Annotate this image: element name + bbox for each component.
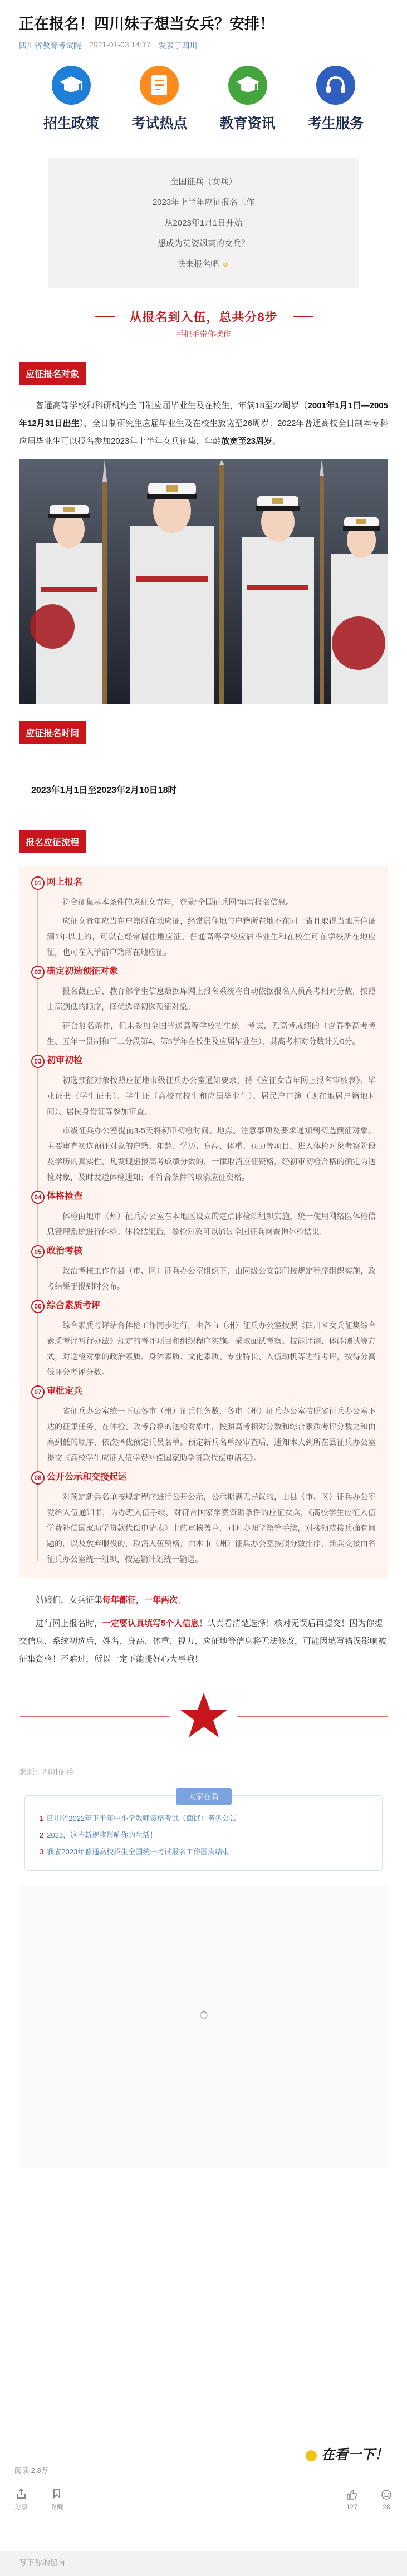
step-body: 政治考核工作在县（市、区）征兵办公室组织下，由同级公安部门按规定程序组织实施，政考结果于报到时公布。 bbox=[47, 1266, 376, 1291]
look-prompt[interactable] bbox=[306, 2443, 388, 2463]
closing-text: 姑娘们，女兵征集 bbox=[36, 1595, 103, 1605]
notice-line: 全国征兵（女兵） bbox=[170, 177, 237, 187]
timeline-step bbox=[31, 1052, 376, 1185]
notice-box bbox=[48, 158, 359, 288]
related-link-text: 我省2023年普通高校招生全国统一考试报名工作圆满结束 bbox=[47, 1848, 230, 1856]
article-source[interactable]: 四川省教育考试院 bbox=[19, 41, 81, 50]
timeline-step bbox=[31, 1243, 376, 1294]
exam-sheet-icon bbox=[140, 66, 179, 105]
related-reading-tag: 大家在看 bbox=[176, 1788, 232, 1805]
red-star-icon bbox=[179, 1691, 229, 1741]
article-title: 正在报名！四川妹子想当女兵？安排！ bbox=[19, 16, 274, 32]
related-link[interactable] bbox=[40, 1827, 367, 1844]
step-number: 07 bbox=[31, 1385, 45, 1399]
target-text: 。 bbox=[272, 437, 281, 446]
star-divider bbox=[20, 1685, 388, 1752]
step-number: 04 bbox=[31, 1191, 45, 1204]
like-icon bbox=[346, 2489, 358, 2501]
source-note: 来源：四川征兵 bbox=[19, 1767, 73, 1776]
share-label: 分享 bbox=[14, 2503, 28, 2511]
related-link-text: 2023，这些新规将影响你的生活！ bbox=[47, 1831, 158, 1839]
closing-paragraph-1 bbox=[0, 1591, 407, 1609]
article-header bbox=[0, 0, 407, 51]
comment-bar bbox=[0, 2551, 407, 2576]
notice-line: 从2023年1月1日开始 bbox=[164, 218, 243, 228]
related-reading-box bbox=[24, 1792, 383, 1871]
comment-input[interactable]: 写下你的留言 bbox=[19, 2558, 66, 2567]
nav-item-exam-hotspot[interactable] bbox=[120, 66, 198, 133]
timeline-step bbox=[31, 1188, 376, 1240]
related-link-num: 1 bbox=[40, 1814, 44, 1823]
article-meta bbox=[19, 40, 388, 51]
step-title: 政治考核 bbox=[47, 1246, 83, 1256]
notice-line-text: 快来报名吧 bbox=[177, 259, 219, 269]
closing-text: 进行网上报名时， bbox=[36, 1619, 103, 1628]
section-tag: 报名应征流程 bbox=[19, 830, 86, 853]
step-number: 02 bbox=[31, 966, 45, 979]
step-body: 体检由地市（州）征兵办公室在本地区设立的定点体检站组织实施，统一使用网络医体检信息管理系统进行体检。体检结果后，参检对象可以通过全国征兵网查询体检结果。 bbox=[47, 1212, 376, 1236]
wink-emoji-icon: ☺ bbox=[221, 259, 230, 269]
ribbon-main-text: 从报名到入伍，总共分8步 bbox=[129, 310, 278, 324]
action-right-group bbox=[346, 2489, 393, 2511]
step-title: 初审初检 bbox=[47, 1056, 83, 1065]
ribbon-sub-text: 手把手带你操作 bbox=[176, 330, 231, 339]
action-bar bbox=[0, 2475, 407, 2511]
timeline-step bbox=[31, 874, 376, 960]
graduation-cap-icon bbox=[52, 66, 91, 105]
step-body: 初选预征对象按照应征地市级征兵办公室通知要求，持《应征女青年网上报名审核表》、毕业证书（学生证书）、学生证（高校在校生和应届毕业生）、居民户口簿（现在地居户籍地时间）、居民身份证等参加审查。 bbox=[47, 1076, 376, 1116]
step-body: 对预定新兵名单按规定程序进行公开公示，公示期满无异议的，由县（市、区）征兵办公室发给入伍通知书，为办理入伍手续，对符合国家学费资助条件的应征女兵，《高校学生应征入伍学费补偿国家助学贷款代偿申请表》上的审核盖章，同时办理学籍等手续，对接领或接兵确有问题的，以及放弃服役的，取消入伍资格，由本市（州）征兵办公室按照分数排序，新兵交接由省征兵办公室统一组织，按运输计划统一输送。 bbox=[47, 1492, 376, 1564]
loading-panel bbox=[19, 1886, 388, 2168]
step-title: 网上报名 bbox=[47, 878, 83, 887]
step-title: 综合素质考评 bbox=[47, 1301, 101, 1310]
related-link[interactable] bbox=[40, 1810, 367, 1827]
ribbon-line-left bbox=[95, 316, 115, 317]
wow-count: 28 bbox=[383, 2502, 390, 2511]
process-timeline bbox=[19, 866, 388, 1578]
step-title: 体格检查 bbox=[47, 1192, 83, 1201]
ribbon-line-right bbox=[293, 316, 313, 317]
related-link[interactable] bbox=[40, 1844, 367, 1860]
target-age-extension: 放宽至23周岁 bbox=[221, 437, 273, 446]
closing-text: ！认真看清楚选择！核对无误后再提交！因为你提交信息、系统初选后，姓名、身高、体重、视力、应征地等信息将无法修改，可能因填写错误影响被征集资格！不难过，所以一定下能提好心大事哦！ bbox=[19, 1619, 387, 1664]
graduation-cap-icon bbox=[228, 66, 267, 105]
step-body: 综合素质考评结合体检工作同步进行，由各市（州）征兵办公室按照《四川省女兵征集综合素质考评暂行办法》规定的考评项目和组织程序实施。采取面试考察、技能评测、体能测试等方式，对送检对象的政治素质、身体素质、文化素质、专业特长、入伍动机等进行考评，按得分高低评分考评分数。 bbox=[47, 1321, 376, 1377]
wow-button[interactable] bbox=[380, 2489, 393, 2511]
look-text: 在看一下！ bbox=[321, 2447, 388, 2462]
step-number: 01 bbox=[31, 876, 45, 890]
target-birth-range: 2001年1月1日—2005年12月31日出生 bbox=[19, 401, 388, 428]
nav-label: 考生服务 bbox=[307, 116, 364, 131]
article-footer bbox=[0, 2465, 407, 2511]
step-number: 03 bbox=[31, 1055, 45, 1068]
timeline-step bbox=[31, 963, 376, 1049]
section-head-target bbox=[19, 362, 407, 385]
closing-highlight: 一定要认真填写5个人信息 bbox=[102, 1619, 199, 1628]
nav-item-admission-policy[interactable] bbox=[32, 66, 110, 133]
thumb-icon bbox=[306, 2450, 317, 2461]
step-body: 符合报名条件，但未参加全国普通高等学校招生统一考试、无高考成绩的（含春季高考考生、五年一贯制和三二分段第4、第5学年在校生及应届毕业生），其高考相对分数计为0分。 bbox=[47, 1021, 376, 1046]
notice-line: 想成为英姿飒爽的女兵？ bbox=[157, 239, 249, 248]
section-tag: 应征报名对象 bbox=[19, 362, 86, 385]
wow-icon bbox=[380, 2489, 393, 2501]
like-count: 127 bbox=[346, 2502, 358, 2511]
share-icon bbox=[15, 2487, 27, 2500]
closing-text: 。 bbox=[178, 1595, 187, 1605]
steps-ribbon bbox=[98, 308, 310, 340]
section-tag: 应征报名时间 bbox=[19, 721, 86, 744]
article-location: 发表于四川 bbox=[158, 41, 198, 50]
collect-button[interactable] bbox=[50, 2487, 63, 2511]
feature-nav bbox=[0, 51, 407, 133]
loading-spinner-icon bbox=[200, 2011, 208, 2019]
collect-label: 收藏 bbox=[50, 2503, 64, 2511]
collect-icon bbox=[51, 2487, 63, 2500]
step-number: 08 bbox=[31, 1471, 45, 1485]
step-number: 06 bbox=[31, 1300, 45, 1313]
step-number: 05 bbox=[31, 1245, 45, 1258]
female-honor-guard-photo bbox=[19, 459, 388, 704]
headset-icon bbox=[316, 66, 355, 105]
section-head-time bbox=[19, 721, 407, 744]
target-text: ），全日制研究生应届毕业生及在校生放宽至26周岁；2022年普通高校全日制本专科应届毕业生可以报名参加2023年上半年女兵征集，年龄 bbox=[19, 419, 389, 446]
step-body: 应征女青年应当在户籍所在地应征，经常居住地与户籍所在地不在同一省且取得当地居住证满1年以上的，可以在经常居住地应征。普通高等学校应届毕业生和在校生可在学校所在地应征，也可在入学前户籍所在地应征。 bbox=[47, 917, 376, 957]
target-text: 普通高等学校和科研机构全日制应届毕业生及在校生，年满18至22周岁（ bbox=[36, 401, 308, 410]
like-button[interactable] bbox=[346, 2489, 358, 2511]
step-body: 省征兵办公室统一下达各市（州）征兵任务数，各市（州）征兵办公室按照省征兵办公室下达的征集任务，在体检、政考合格的送检对象中，按照高考相对分数和综合素质考评分数之和由高到低的顺序，依次择优预定兵员名单。预定新兵名单经审查后，通知本人到所在县征兵办公室提交《高校学生应征入伍学费补偿国家助学贷款代偿申请表》。 bbox=[47, 1407, 376, 1462]
action-left-group bbox=[14, 2487, 63, 2511]
nav-label: 考试热点 bbox=[131, 116, 188, 131]
nav-item-education-news[interactable] bbox=[209, 66, 287, 133]
related-link-num: 3 bbox=[40, 1848, 44, 1856]
related-link-text: 四川省2022年下半年中小学教师资格考试（面试）考务公告 bbox=[47, 1814, 237, 1823]
step-title: 公开公示和交接起运 bbox=[47, 1472, 128, 1482]
closing-paragraph-2 bbox=[0, 1615, 407, 1668]
read-count: 阅读 2.8万 bbox=[14, 2466, 48, 2475]
registration-date-range: 2023年1月1日至2023年2月10日18时 bbox=[31, 786, 177, 795]
closing-highlight: 每年都征，一年两次 bbox=[102, 1595, 178, 1605]
notice-line: 2023年上半年应征报名工作 bbox=[152, 198, 255, 207]
timeline-step bbox=[31, 1297, 376, 1380]
nav-item-student-service[interactable] bbox=[297, 66, 375, 133]
article-datetime: 2021-01-03 14:17 bbox=[89, 40, 151, 49]
nav-label: 招生政策 bbox=[43, 116, 99, 131]
step-body: 市级征兵办公室提前3-5天将初审初检时间、地点、注意事项及要求通知到初选预征对象。主要审查初选预征对象的户籍、年龄、学历、身高、体重、视力等项目，进入体检对象考察阶段及学历的真实性，凡发现虚报高考成绩分数的，一律取消应征资格，经初审初检合格的确定为送检对象，及时发送体检通知；不符合条件的取消应征资格。 bbox=[47, 1126, 376, 1182]
timeline-step bbox=[31, 1469, 376, 1567]
divider-line-right bbox=[237, 1716, 388, 1717]
step-title: 确定初选预征对象 bbox=[47, 967, 119, 976]
share-button[interactable] bbox=[14, 2487, 28, 2511]
step-title: 审批定兵 bbox=[47, 1387, 83, 1396]
nav-label: 教育资讯 bbox=[219, 116, 276, 131]
related-link-num: 2 bbox=[40, 1831, 44, 1839]
timeline-step bbox=[31, 1383, 376, 1466]
step-body: 报名截止后，教育部学生信息数据库网上报名系统将自动依据报名人员高考相对分数，按照由高到低的顺序，择优选择初选预征对象。 bbox=[47, 987, 376, 1011]
divider-line-left bbox=[20, 1716, 170, 1717]
notice-line bbox=[59, 254, 348, 275]
section-head-flow bbox=[19, 830, 407, 853]
step-body: 符合征集基本条件的应征女青年，登录“全国征兵网”填写报名信息。 bbox=[62, 898, 294, 907]
target-paragraph bbox=[0, 397, 407, 450]
